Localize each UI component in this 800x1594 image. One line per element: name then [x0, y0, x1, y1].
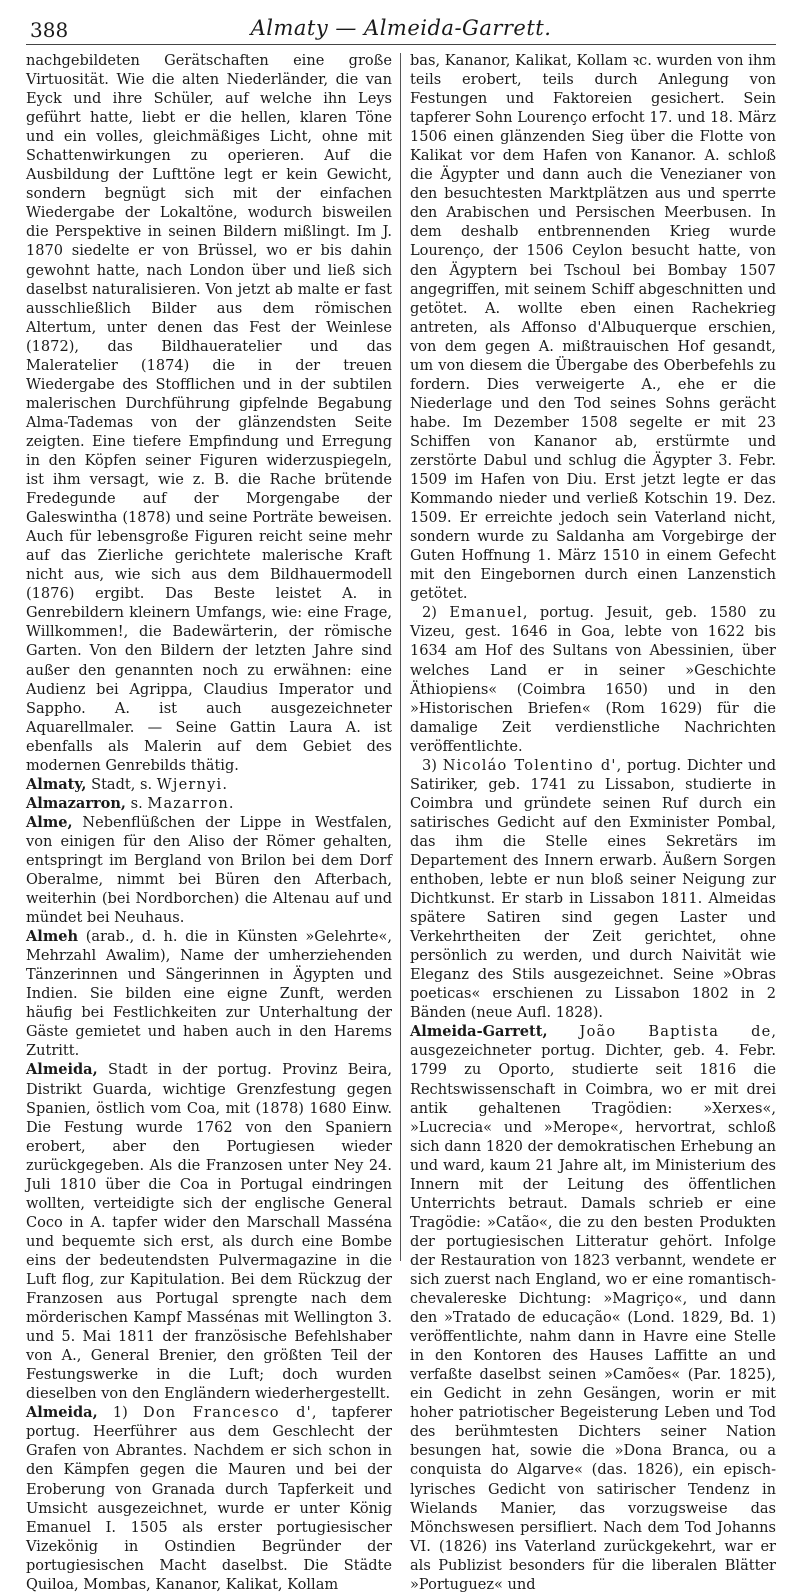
entry-text: nachgebildeten Gerätschaften eine große Virtuosität. Wie die alten Niederländer, die van Eyck und ihre Schüler, auf welche ihn Leys geführt hatte, liebt er die hellen, klaren Töne und ein volles, gleichmäßiges Licht, ohne mit Schattenwirkungen zu operieren. Auf die Ausbildung der Lufttöne legt er kein Gewicht, sondern begnügt sich mit der einfachen Wiedergabe der Lokaltöne, wodurch bisweilen die Perspektive in seinen Bildern mißlingt. Im J. 1870 siedelte er von Brüssel, wo er bis dahin gewohnt hatte, nach London über und ließ sich daselbst naturalisieren. Von jetzt ab malte er fast ausschließlich Bilder aus dem römischen Altertum, unter denen das Fest der Weinlese (1872), das Bildhaueratelier und das Maleratelier (1874) die in der treuen Wiedergabe des Stofflichen und in der subtilen malerischen Durchführung gipfelnde Begabung Alma-Tademas von der glänzendsten Seite zeigten. Eine tiefere Empfindung und Erregung in den Köpfen seiner Figuren widerzuspiegeln, ist ihm versagt, wie z. B. die Rache brütende Fredegunde auf der Morgengabe der Galeswintha (1878) und seine Porträte beweisen. Auch für lebensgroße Figuren reicht seine mehr auf das Zierliche gerichtete malerische Kraft nicht aus, wie sich aus dem Bildhauermodell (1876) ergibt. Das Beste leistet A. in Genrebildern kleinern Umfangs, wie: eine Frage, Willkommen!, die Badewärterin, der römische Garten. Von den Bildern der letzten Jahre sind außer den genannten noch zu erwähnen: eine Audienz bei Agrippa, Claudius Imperator und Sappho. A. ist auch ausgezeichneter Aquarellmaler. — Seine Gattin Laura A. ist ebenfalls als Malerin auf dem Gebiet des modernen Genrebilds thätig. [26, 52, 393, 774]
entry-text: Stadt, s. [86, 775, 157, 793]
headword: Alme, [26, 813, 73, 831]
right-column [401, 51, 777, 1593]
entry-text: bas, Kananor, Kalikat, Kollam ꝛc. wurden von ihm teils erobert, teils durch Anlegung von Festungen und Faktoreien gesichert. Sein tapferer Sohn Lourenço erfocht 17. und 18. März 1506 einen glänzenden Sieg über die Flotte von Kalikat vor dem Hafen von Kananor. A. schloß die Ägypter und dann auch die Venezianer von den besuchtesten Marktplätzen aus und sperrte den Arabischen und Persischen Meerbusen. In dem deshalb entbrennenden Krieg wurde Lourenço, der 1506 Ceylon besucht hatte, von den Ägyptern bei Tschoul bei Bombay 1507 angegriffen, mit seinem Schiff abgeschnitten und getötet. A. wollte eben einen Rachekrieg antreten, als Affonso d'Albuquerque erschien, von dem gegen A. mißtrauischen Hof gesandt, um von diesem die Übergabe des Oberbefehls zu fordern. Dies verweigerte A., ehe er die Niederlage und den Tod seines Sohns gerächt habe. Im Dezember 1508 segelte er mit 23 Schiffen von Kananor ab, erstürmte und zerstörte Dabul und schlug die Ägypter 3. Febr. 1509 im Hafen von Diu. Erst jetzt legte er das Kommando nieder und verließ Kotschin 19. Dez. 1509. Er erreichte jedoch sein Vaterland nicht, sondern wurde zu Saldanha am Vorgebirge der Guten Hoffnung 1. März 1510 in einem Gefecht mit den Eingebornen durch einen Lanzenstich getötet. [410, 52, 777, 603]
page-header [26, 14, 776, 45]
entry-text: , ausgezeichneter portug. Dichter, geb. 4. Febr. 1799 zu Oporto, studierte seit 1816 die Rechtswissenschaft in Coimbra, wo er mit drei antik gehaltenen Tragödien: »Xerxes«, »Lucrecia« und »Merope«, hervortrat, schloß sich dann 1820 der demokratischen Erhebung an und ward, kaum 21 Jahre alt, im Ministerium des Innern mit der Leitung des öffentlichen Unterrichts betraut. Damals schrieb er eine Tragödie: »Catão«, die zu den besten Produkten der portugiesischen Litteratur gehört. Infolge der Restauration von 1823 verbannt, wendete er sich zuerst nach England, wo er eine romantisch-chevalereske Dichtung: »Magriço«, und dann den »Tratado de educação« (Lond. 1829, Bd. 1) veröffentlichte, nahm dann in Havre eine Stelle in den Kontoren des Hauses Laffitte an und verfaßte daselbst seinen »Camões« (Par. 1825), ein Gedicht in zehn Gesängen, worin er mit hoher patriotischer Begeisterung Leben und Tod des berühmtesten Dichters seiner Nation besungen hat, sowie die »Dona Branca, ou a conquista do Algarve« (das. 1826), ein episch-lyrisches Gedicht von satirischer Tendenz in Wielands Manier, das vorzugsweise das Mönchswesen persifliert. Nach dem Tod Johanns VI. (1826) ins Vaterland zurückgekehrt, war er als Publizist besonders für die liberalen Blätter »Portuguez« und [410, 1023, 777, 1593]
entry-almeh [26, 927, 392, 1060]
entry-text: , portug. Jesuit, geb. 1580 zu Vizeu, gest. 1646 in Goa, lebte von 1622 bis 1634 am Hof des Sultans von Abessinien, über welches Land er in seiner »Geschichte Äthiopiens« (Coimbra 1650) und in den »Historischen Briefen« (Rom 1629) für die damalige Zeit verdienstliche Nachrichten veröffentlichte. [410, 604, 777, 755]
left-column [26, 51, 400, 1593]
entry-almazarron [26, 794, 392, 813]
headword: Almeida, [26, 1404, 98, 1422]
sense-number: 3) [422, 756, 443, 774]
headword: Almeh [26, 928, 79, 946]
entry-almeida-town [26, 1060, 392, 1403]
entry-text: . [228, 794, 234, 812]
entry-text: , tapferer portug. Heerführer aus dem Geschlecht der Grafen von Abrantes. Nachdem er sich schon in den Kämpfen gegen die Mauren und bei der Eroberung von Granada durch Tapferkeit und Umsicht ausgezeichnet, wurde er unter König Emanuel I. 1505 als erster portugiesischer Vizekönig in Ostindien Begründer der portugiesischen Macht daselbst. Die Städte Quiloa, Mombas, Kananor, Kalikat, Kollam [26, 1404, 393, 1593]
text-columns [26, 51, 777, 1593]
headword: Almaty, [26, 775, 87, 793]
sense-number: 1) [97, 1404, 143, 1422]
person-name: João Baptista de [547, 1023, 772, 1041]
headword: Almeida, [26, 1061, 98, 1079]
page-number: 388 [30, 18, 69, 42]
entry-text: Nebenflüßchen der Lippe in Westfalen, von einigen für den Aliso der Römer gehalten, entspringt im Bergland von Brilon bei dem Dorf Oberalme, nimmt bei Büren den Afterbach, weiterhin (bei Nordborchen) die Altenau auf und mündet bei Neuhaus. [26, 813, 393, 927]
entry-text: . [222, 775, 228, 793]
entry-continuation [410, 51, 776, 603]
person-name: Don Francesco d' [142, 1404, 312, 1422]
headword: Almeida-Garrett, [410, 1023, 548, 1041]
entry-continuation [26, 51, 392, 775]
entry-almeida-emanuel [410, 603, 776, 755]
person-name: Nicoláo Tolentino d' [442, 756, 617, 774]
running-head: Almaty — Almeida-Garrett. [250, 16, 552, 40]
entry-almeida-francesco [26, 1403, 392, 1593]
entry-text: , portug. Dichter und Satiriker, geb. 1741 zu Lissabon, studierte in Coimbra und gründete seinen Ruf durch ein satirisches Gedicht auf den Exminister Pombal, das ihm die Stelle eines Sekretärs im Departement des Innern erwarb. Äußern Sorgen enthoben, lebte er nun bloß seiner Neigung zur Dichtkunst. Er starb in Lissabon 1811. Almeidas spätere Satiren sind gegen Laster und Verkehrtheiten der Zeit gerichtet, ohne persönlich zu werden, und durch Naivität wie Eleganz des Stils ausgezeichnet. Seine »Obras poeticas« erschienen zu Lissabon 1802 in 2 Bänden (neue Aufl. 1828). [410, 756, 777, 1022]
cross-reference: Wjernyi [156, 775, 223, 793]
headword: Almazarron, [26, 794, 126, 812]
entry-text: Stadt in der portug. Provinz Beira, Distrikt Guarda, wichtige Grenzfestung gegen Spanien, östlich vom Coa, mit (1878) 1680 Einw. Die Festung wurde 1762 von den Spaniern erobert, aber den Portugiesen wieder zurückgegeben. Als die Franzosen unter Ney 24. Juli 1810 über die Coa in Portugal eindringen wollten, verteidigte sich der englische General Coco in A. tapfer wider den Marschall Masséna und bequemte sich erst, als durch eine Bombe eins der bedeutendsten Pulvermagazine in die Luft flog, zur Kapitulation. Bei dem Rückzug der Franzosen aus Portugal sprengte nach dem mörderischen Kampf Massénas mit Wellington 3. und 5. Mai 1811 der französische Befehlshaber von A., General Brenier, den größten Teil der Festungswerke in die Luft; doch wurden dieselben von den Engländern wiederhergestellt. [26, 1061, 393, 1403]
entry-alme [26, 813, 392, 927]
entry-text: (arab., d. h. die in Künsten »Gelehrte«, Mehrzahl Awalim), Name der umherziehenden Tänzerinnen und Sängerinnen in Ägypten und Indien. Sie bilden eine eigne Zunft, werden häufig bei Festlichkeiten zur Unterhaltung der Gäste gemietet und haben auch in den Harems Zutritt. [26, 928, 393, 1060]
entry-almeida-nicolao [410, 756, 776, 1023]
entry-text: s. [126, 794, 148, 812]
entry-almaty [26, 775, 392, 794]
sense-number: 2) [422, 604, 450, 622]
cross-reference: Mazarron [147, 794, 229, 812]
person-name: Emanuel [449, 604, 523, 622]
entry-almeida-garrett [410, 1022, 776, 1593]
